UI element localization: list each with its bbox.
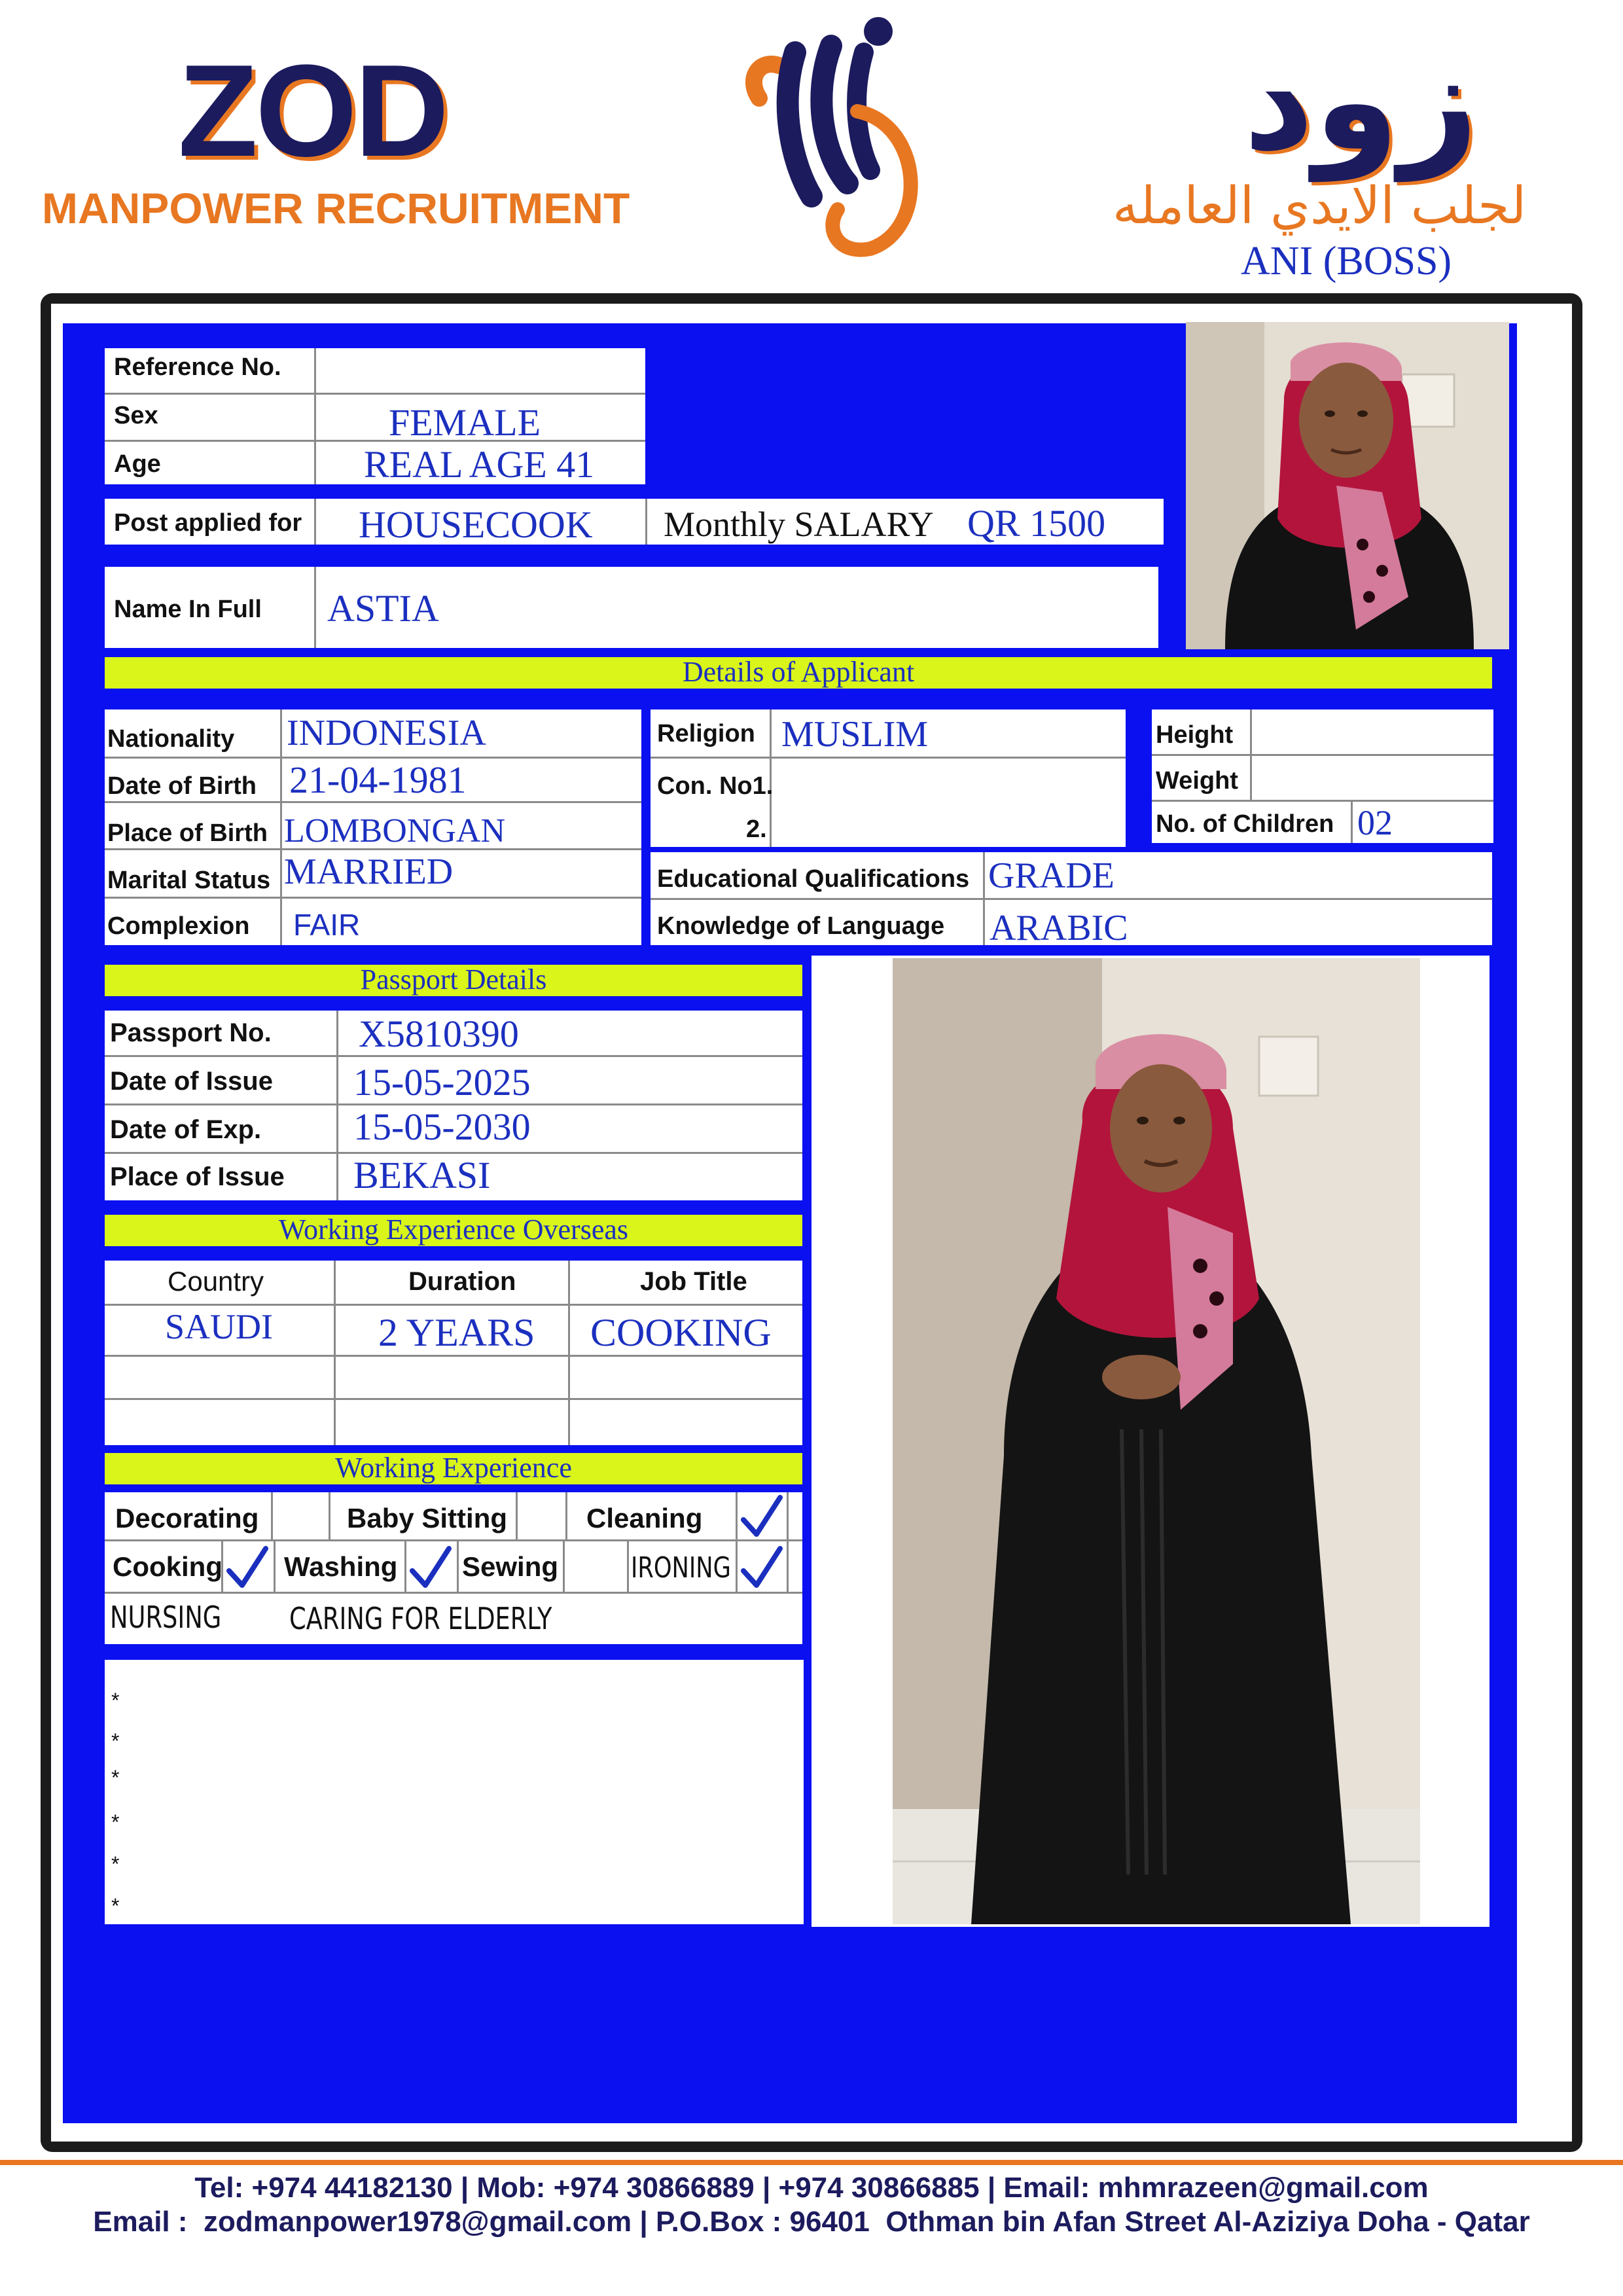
exp-baby-sitting: Baby Sitting (347, 1503, 508, 1534)
note-bullet: * (111, 1810, 120, 1834)
marital-value: MARRIED (284, 852, 454, 892)
age-value: REAL AGE 41 (364, 443, 595, 486)
religion-label: Religion (657, 720, 755, 747)
overseas-row1-jobtitle: COOKING (590, 1311, 772, 1354)
weight-label: Weight (1156, 767, 1238, 795)
children-value: 02 (1357, 803, 1393, 842)
portrait-photo (1186, 322, 1509, 649)
nationality-label: Nationality (107, 725, 235, 753)
marital-label: Marital Status (107, 867, 271, 894)
name-row (105, 567, 1158, 648)
note-bullet: * (111, 1689, 120, 1712)
notes-box (105, 1660, 804, 1924)
exp-nursing: NURSING (110, 1600, 222, 1635)
post-value: HOUSECOOK (359, 503, 593, 546)
note-bullet: * (111, 1894, 120, 1918)
pob-value: LOMBONGAN (284, 812, 505, 850)
checkmark-icon (407, 1545, 454, 1592)
lang-label: Knowledge of Language (657, 912, 945, 940)
exp-cleaning: Cleaning (586, 1503, 703, 1534)
note-bullet: * (111, 1852, 120, 1876)
overseas-header-country: Country (168, 1266, 264, 1297)
salary-value: QR 1500 (967, 502, 1106, 545)
details-title: Details of Applicant (105, 657, 1492, 689)
con2-label: 2. (746, 816, 767, 843)
passport-exp-label: Date of Exp. (110, 1115, 262, 1144)
sex-value: FEMALE (389, 401, 541, 444)
footer-line2: Email : zodmanpower1978@gmail.com | P.O.Box : 96401 Othman bin Afan Street Al-Aziziya Doha - Qatar (93, 2206, 1530, 2238)
age-label: Age (114, 450, 161, 478)
pob-label: Place of Birth (107, 819, 268, 847)
exp-caring: CARING FOR ELDERLY (289, 1601, 552, 1636)
checkmark-icon (224, 1545, 271, 1592)
sex-label: Sex (114, 402, 158, 429)
dob-value: 21-04-1981 (289, 759, 467, 801)
checkmark-icon (738, 1494, 785, 1541)
edu-label: Educational Qualifications (657, 865, 970, 893)
overseas-row1-country: SAUDI (165, 1307, 274, 1346)
passport-no-value: X5810390 (359, 1013, 519, 1055)
complexion-label: Complexion (107, 912, 250, 940)
passport-place-value: BEKASI (353, 1154, 491, 1196)
agent-name: ANI (BOSS) (1241, 239, 1452, 283)
overseas-row1-duration: 2 YEARS (378, 1311, 535, 1354)
dob-label: Date of Birth (107, 772, 257, 800)
overseas-header-jobtitle: Job Title (640, 1267, 747, 1296)
passport-exp-value: 15-05-2030 (353, 1105, 531, 1148)
exp-cooking: Cooking (113, 1551, 223, 1582)
exp-sewing: Sewing (462, 1551, 559, 1582)
height-label: Height (1156, 721, 1234, 749)
post-label: Post applied for (114, 509, 302, 537)
overseas-header-duration: Duration (408, 1267, 516, 1296)
complexion-value: FAIR (293, 908, 361, 942)
checkmark-icon (738, 1545, 785, 1592)
religion-value: MUSLIM (781, 714, 929, 755)
experience-title: Working Experience (105, 1453, 802, 1484)
exp-decorating: Decorating (115, 1503, 259, 1534)
passport-issue-label: Date of Issue (110, 1067, 273, 1096)
exp-washing: Washing (284, 1551, 398, 1582)
passport-place-label: Place of Issue (110, 1162, 285, 1191)
footer-line1: Tel: +974 44182130 | Mob: +974 30866889 | +974 30866885 | Email: mhmrazeen@gmail.com (194, 2172, 1429, 2204)
passport-no-label: Passport No. (110, 1018, 272, 1047)
overseas-title: Working Experience Overseas (105, 1215, 802, 1246)
note-bullet: * (111, 1766, 120, 1789)
name-value: ASTIA (327, 587, 439, 630)
zod-logo-icon (733, 13, 942, 262)
con1-label: Con. No1. (657, 772, 774, 800)
children-label: No. of Children (1156, 810, 1334, 838)
brand-tagline: MANPOWER RECRUITMENT (42, 184, 630, 232)
passport-title: Passport Details (105, 965, 802, 996)
ref-label: Reference No. (114, 353, 281, 381)
full-body-photo (893, 958, 1420, 1924)
name-label: Name In Full (114, 596, 262, 623)
brand-name: ZOD (178, 38, 447, 184)
arabic-tagline: لجلب الايدي العامله (1113, 177, 1527, 236)
passport-issue-value: 15-05-2025 (353, 1061, 531, 1103)
arabic-brand: زود (1243, 21, 1479, 181)
edu-value: GRADE (988, 855, 1115, 896)
nationality-value: INDONESIA (287, 713, 486, 753)
exp-ironing: IRONING (631, 1551, 731, 1585)
salary-label: Monthly SALARY (664, 505, 934, 544)
note-bullet: * (111, 1729, 120, 1753)
footer-divider (0, 2160, 1623, 2165)
lang-value: ARABIC (990, 908, 1128, 948)
